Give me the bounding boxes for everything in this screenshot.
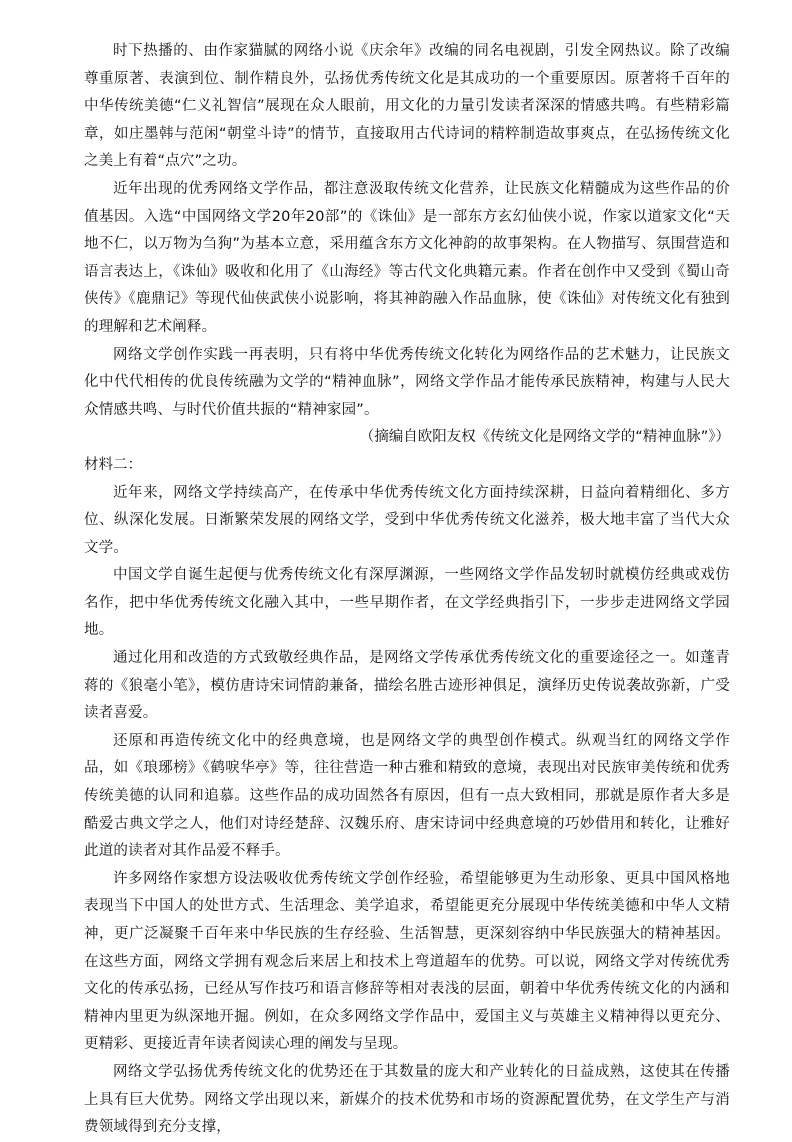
- material-two-paragraph-1: 近年来，网络文学持续高产，在传承中华优秀传统文化方面持续深耕，日益向着精细化、多方位、纵深化发展。日渐繁荣发展的网络文学，受到中华优秀传统文化滋养，极大地丰富了当代大众文学。: [84, 484, 730, 556]
- material-two-paragraph-3: 通过化用和改造的方式致敬经典作品，是网络文学传承优秀传统文化的重要途径之一。如蓬青蒋的《狼毫小笔》，模仿唐诗宋词情韵兼备，描绘名胜古迹形神俱足，演绎历史传说袭故弥新，广受读者喜爱。: [84, 650, 730, 722]
- material-two-paragraph-5: 许多网络作家想方设法吸收优秀传统文学创作经验，希望能够更为生动形象、更具中国风格地表现当下中国人的处世方式、生活理念、美学追求，希望能更充分展现中华传统美德和中华人文精神，更广泛凝聚千百年来中华民族的生存经验、生活智慧，更深刻容纳中华民族强大的精神基因。在这些方面，网络文学拥有观念后来居上和技术上弯道超车的优势。可以说，网络文学对传统优秀文化的传承弘扬，已经从写作技巧和语言修辞等相对表浅的层面，朝着中华优秀传统文化的内涵和精神内里更为纵深地开掘。例如，在众多网络文学作品中，爱国主义与英雄主义精神得以更充分、更精彩、更接近青年读者阅读心理的阐发与呈现。: [84, 870, 730, 1053]
- material-two-paragraph-6: 网络文学弘扬优秀传统文化的优势还在于其数量的庞大和产业转化的日益成熟，这使其在传播上具有巨大优势。网络文学出现以来，新媒介的技术优势和市场的资源配置优势，在文学生产与消费领域得到充分支撑，: [84, 1063, 730, 1136]
- material-two-paragraph-2: 中国文学自诞生起便与优秀传统文化有深厚渊源，一些网络文学作品发轫时就模仿经典或戏仿名作，把中华优秀传统文化融入其中，一些早期作者，在文学经典指引下，一步步走进网络文学园地。: [84, 567, 730, 639]
- material-one-paragraph-3: 网络文学创作实践一再表明，只有将中华优秀传统文化转化为网络作品的艺术魅力，让民族文化中代代相传的优良传统融为文学的“精神血脉”，网络文学作品才能传承民族精神，构建与人民大众情感共鸣、与时代价值共振的“精神家园”。: [84, 346, 730, 418]
- material-one-paragraph-1: 时下热播的、由作家猫腻的网络小说《庆余年》改编的同名电视剧，引发全网热议。除了改编尊重原著、表演到位、制作精良外，弘扬优秀传统文化是其成功的一个重要原因。原著将千百年的中华传统美德“仁义礼智信”展现在众人眼前，用文化的力量引发读者深深的情感共鸣。有些精彩篇章，如庄墨韩与范闲“朝堂斗诗”的情节，直接取用古代诗词的精粹制造故事爽点，在弘扬传统文化之美上有着“点穴”之功。: [84, 43, 730, 170]
- material-one-paragraph-2: 近年出现的优秀网络文学作品，都注意汲取传统文化营养，让民族文化精髓成为这些作品的价值基因。入选“中国网络文学20年20部”的《诛仙》是一部东方玄幻仙侠小说，作家以道家文化“天地不仁，以万物为刍狗”为基本立意，采用蕴含东方文化神韵的故事架构。在人物描写、氛围营造和语言表达上，《诛仙》吸收和化用了《山海经》等古代文化典籍元素。作者在创作中又受到《蜀山奇侠传》《鹿鼎记》等现代仙侠武侠小说影响，将其神韵融入作品血脉，使《诛仙》对传统文化有独到的理解和艺术阐释。: [84, 180, 730, 335]
- material-one-source: （摘编自欧阳友权《传统文化是网络文学的“精神血脉”》）: [359, 429, 730, 446]
- document-page: [84, 38, 730, 1142]
- material-two-paragraph-4: 还原和再造传统文化中的经典意境，也是网络文学的典型创作模式。纵观当红的网络文学作品，如《琅琊榜》《鹤唳华亭》等，往往营造一种古雅和精致的意境，表现出对民族审美传统和优秀传统美德的认同和追慕。这些作品的成功固然各有原因，但有一点大致相同，那就是原作者大多是酷爱古典文学之人，他们对诗经楚辞、汉魏乐府、唐宋诗词中经典意境的巧妙借用和转化，让雅好此道的读者对其作品爱不释手。: [84, 732, 730, 860]
- material-two-heading: 材料二：: [84, 456, 142, 473]
